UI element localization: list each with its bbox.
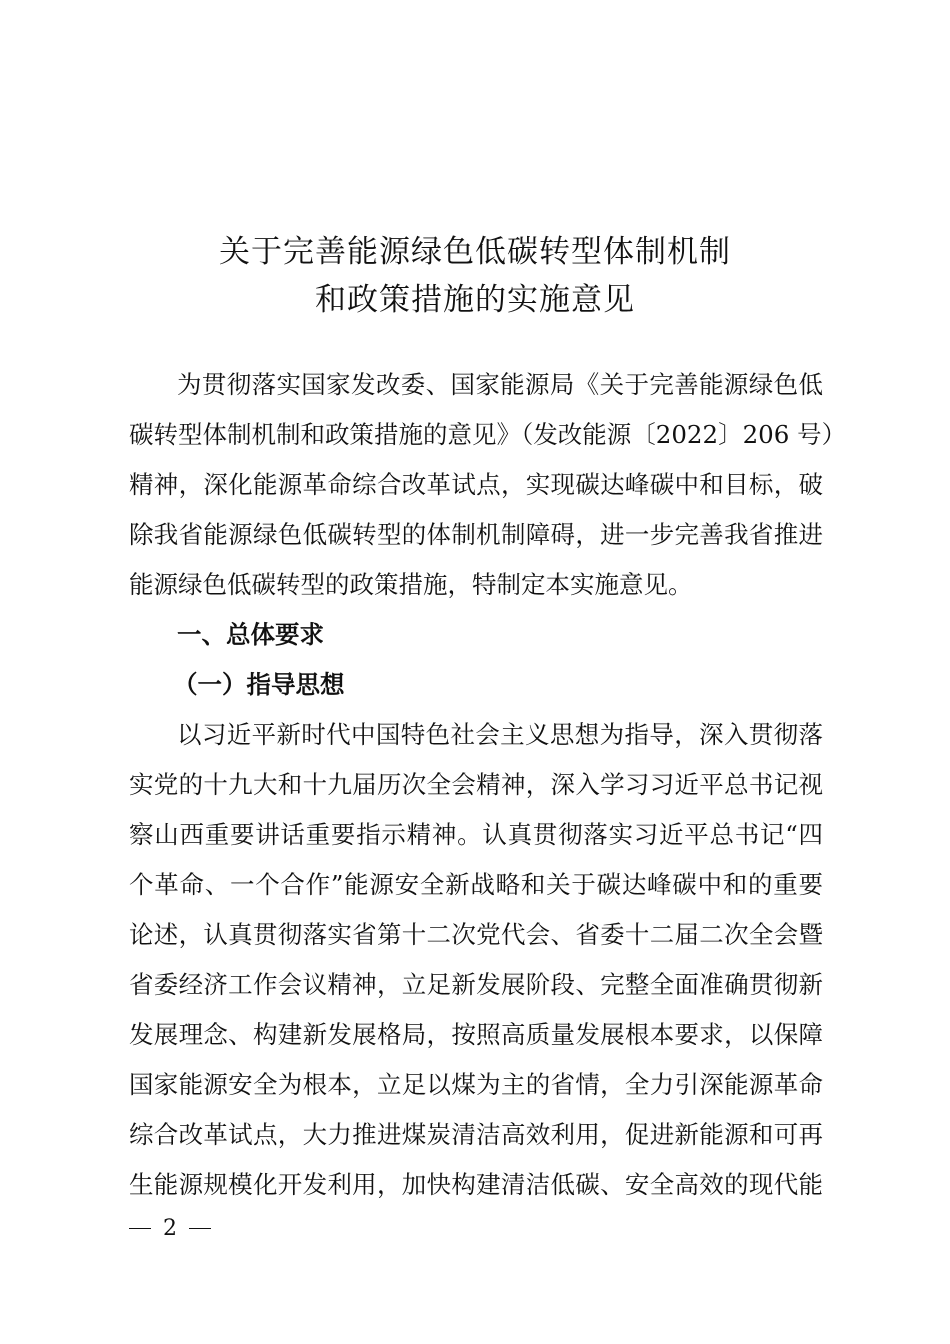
intro-paragraph-line: 为贯彻落实国家发改委、国家能源局《关于完善能源绿色低 (177, 370, 823, 399)
intro-paragraph-line: 碳转型体制机制和政策措施的意见》（发改能源〔2022〕206 号） (129, 420, 847, 449)
body-paragraph-line: 国家能源安全为根本，立足以煤为主的省情，全力引深能源革命 (129, 1070, 823, 1099)
body-paragraph-line: 个革命、一个合作”能源安全新战略和关于碳达峰碳中和的重要 (129, 870, 823, 899)
intro-paragraph-line: 除我省能源绿色低碳转型的体制机制障碍，进一步完善我省推进 (129, 520, 823, 549)
page-number: 2 (163, 1216, 177, 1241)
body-paragraph-line: 论述，认真贯彻落实省第十二次党代会、省委十二届二次全会暨 (129, 920, 823, 949)
body-paragraph-line: 综合改革试点，大力推进煤炭清洁高效利用，促进新能源和可再 (129, 1120, 823, 1149)
subsection-heading: （一）指导思想 (173, 670, 345, 699)
body-paragraph-line: 发展理念、构建新发展格局，按照高质量发展根本要求，以保障 (129, 1020, 823, 1049)
body-paragraph-line: 以习近平新时代中国特色社会主义思想为指导，深入贯彻落 (177, 720, 823, 749)
document-title-line-2: 和政策措施的实施意见 (315, 282, 635, 318)
intro-paragraph-line: 能源绿色低碳转型的政策措施，特制定本实施意见。 (129, 570, 693, 599)
body-paragraph-line: 省委经济工作会议精神，立足新发展阶段、完整全面准确贯彻新 (129, 970, 823, 999)
page-footer (129, 1216, 211, 1241)
body-paragraph-line: 生能源规模化开发利用，加快构建清洁低碳、安全高效的现代能 (129, 1170, 823, 1199)
footer-dash-left (129, 1228, 151, 1229)
section-heading: 一、总体要求 (177, 620, 324, 649)
body-paragraph-line: 实党的十九大和十九届历次全会精神，深入学习习近平总书记视 (129, 770, 823, 799)
body-paragraph-line: 察山西重要讲话重要指示精神。认真贯彻落实习近平总书记“四 (129, 820, 823, 849)
document-title-line-1: 关于完善能源绿色低碳转型体制机制 (219, 234, 731, 270)
footer-dash-right (189, 1228, 211, 1229)
intro-paragraph-line: 精神，深化能源革命综合改革试点，实现碳达峰碳中和目标，破 (129, 470, 823, 499)
